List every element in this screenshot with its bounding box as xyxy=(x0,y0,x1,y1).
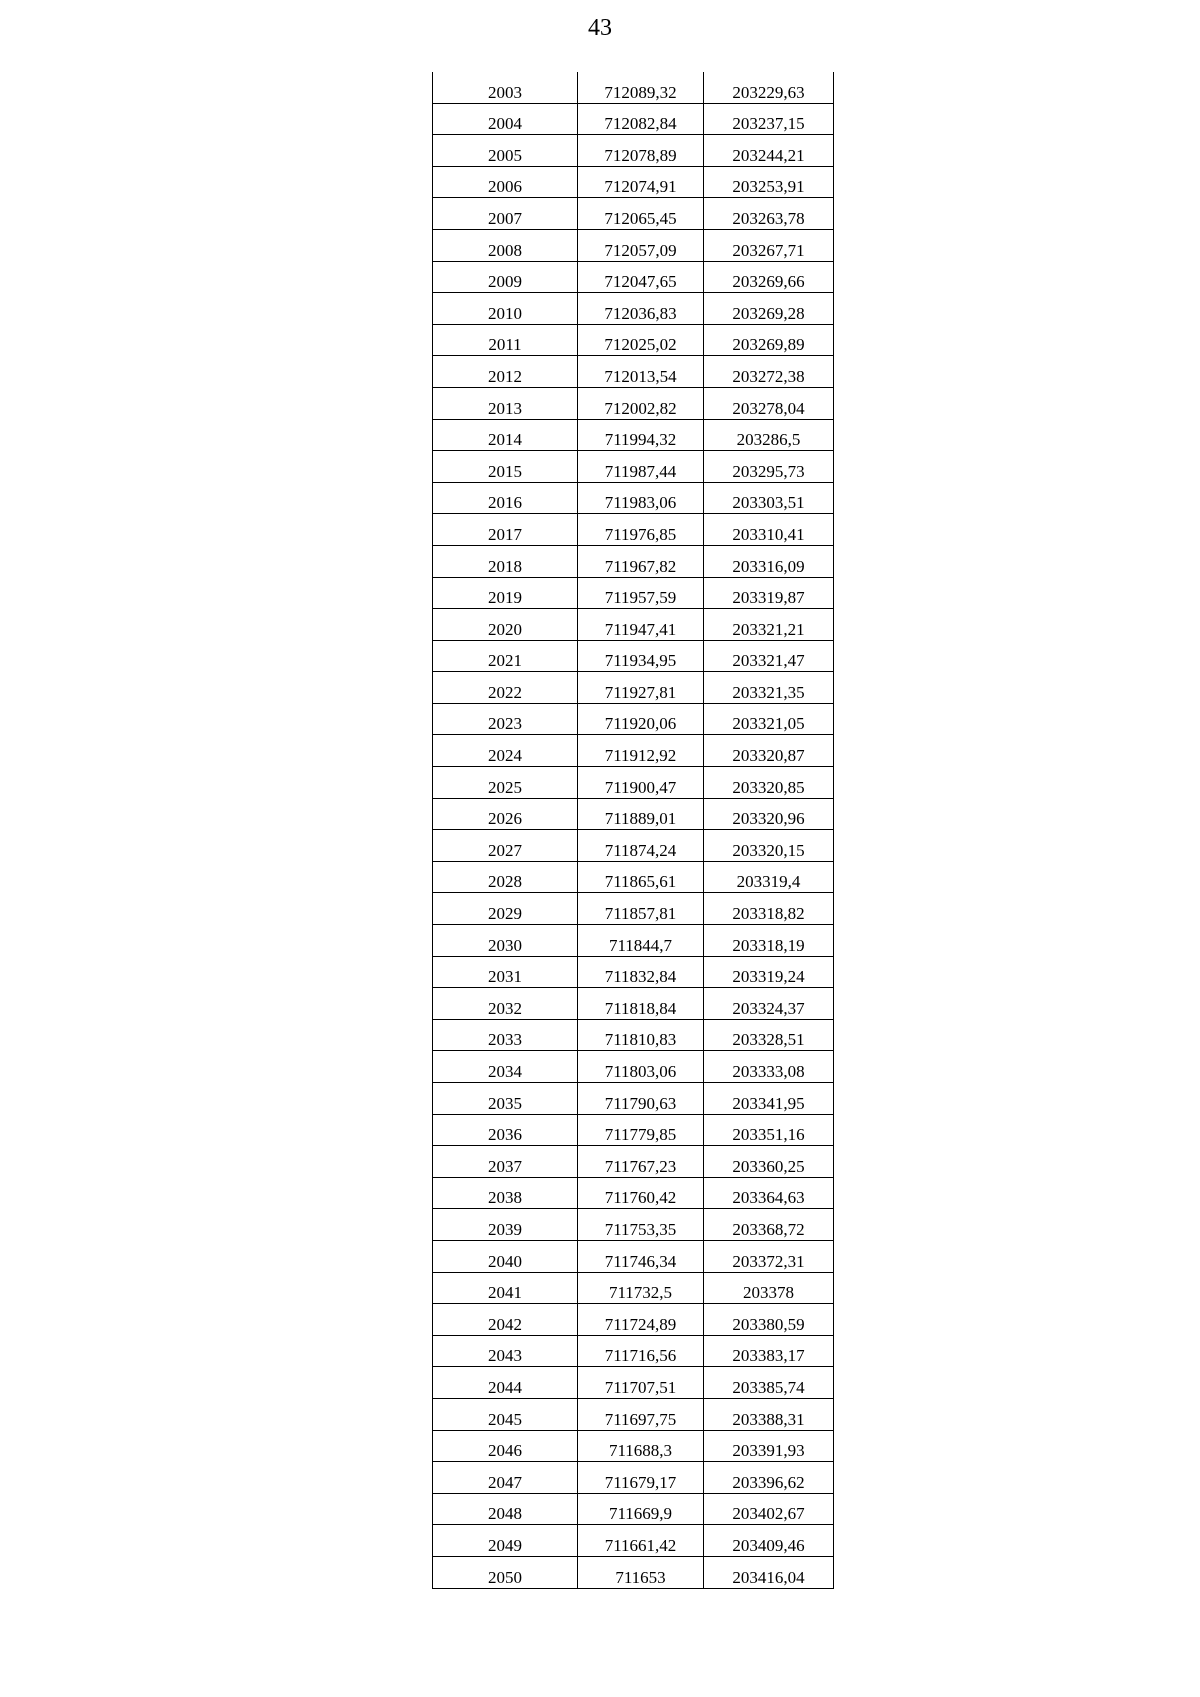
x-coordinate-cell: 711987,44 xyxy=(578,451,704,483)
y-coordinate-cell: 203341,95 xyxy=(704,1083,834,1115)
y-coordinate-cell: 203378 xyxy=(704,1272,834,1304)
y-coordinate-cell: 203383,17 xyxy=(704,1335,834,1367)
point-number-cell: 2033 xyxy=(433,1019,578,1051)
y-coordinate-cell: 203321,05 xyxy=(704,703,834,735)
point-number-cell: 2037 xyxy=(433,1146,578,1178)
point-number-cell: 2020 xyxy=(433,609,578,641)
x-coordinate-cell: 711976,85 xyxy=(578,514,704,546)
x-coordinate-cell: 712082,84 xyxy=(578,103,704,135)
x-coordinate-cell: 711779,85 xyxy=(578,1114,704,1146)
table-row xyxy=(433,293,834,325)
x-coordinate-cell: 711669,9 xyxy=(578,1493,704,1525)
point-number-cell: 2012 xyxy=(433,356,578,388)
coordinates-table xyxy=(432,72,834,1589)
x-coordinate-cell: 711679,17 xyxy=(578,1462,704,1494)
y-coordinate-cell: 203360,25 xyxy=(704,1146,834,1178)
y-coordinate-cell: 203388,31 xyxy=(704,1398,834,1430)
table-row xyxy=(433,261,834,293)
point-number-cell: 2030 xyxy=(433,925,578,957)
table-row xyxy=(433,1083,834,1115)
x-coordinate-cell: 711865,61 xyxy=(578,861,704,893)
table-row xyxy=(433,1177,834,1209)
x-coordinate-cell: 711688,3 xyxy=(578,1430,704,1462)
point-number-cell: 2041 xyxy=(433,1272,578,1304)
table-row xyxy=(433,1019,834,1051)
x-coordinate-cell: 711889,01 xyxy=(578,798,704,830)
table-row xyxy=(433,324,834,356)
point-number-cell: 2046 xyxy=(433,1430,578,1462)
x-coordinate-cell: 711716,56 xyxy=(578,1335,704,1367)
point-number-cell: 2050 xyxy=(433,1556,578,1588)
table-row xyxy=(433,1493,834,1525)
y-coordinate-cell: 203380,59 xyxy=(704,1304,834,1336)
point-number-cell: 2003 xyxy=(433,72,578,103)
point-number-cell: 2007 xyxy=(433,198,578,230)
x-coordinate-cell: 712065,45 xyxy=(578,198,704,230)
x-coordinate-cell: 711844,7 xyxy=(578,925,704,957)
y-coordinate-cell: 203278,04 xyxy=(704,387,834,419)
point-number-cell: 2035 xyxy=(433,1083,578,1115)
y-coordinate-cell: 203391,93 xyxy=(704,1430,834,1462)
x-coordinate-cell: 711767,23 xyxy=(578,1146,704,1178)
point-number-cell: 2026 xyxy=(433,798,578,830)
table-row xyxy=(433,1051,834,1083)
x-coordinate-cell: 711912,92 xyxy=(578,735,704,767)
y-coordinate-cell: 203263,78 xyxy=(704,198,834,230)
point-number-cell: 2047 xyxy=(433,1462,578,1494)
y-coordinate-cell: 203409,46 xyxy=(704,1525,834,1557)
point-number-cell: 2017 xyxy=(433,514,578,546)
x-coordinate-cell: 711934,95 xyxy=(578,640,704,672)
table-row xyxy=(433,1462,834,1494)
y-coordinate-cell: 203320,15 xyxy=(704,830,834,862)
y-coordinate-cell: 203319,4 xyxy=(704,861,834,893)
point-number-cell: 2014 xyxy=(433,419,578,451)
x-coordinate-cell: 711957,59 xyxy=(578,577,704,609)
y-coordinate-cell: 203237,15 xyxy=(704,103,834,135)
y-coordinate-cell: 203318,19 xyxy=(704,925,834,957)
table-row xyxy=(433,1525,834,1557)
y-coordinate-cell: 203310,41 xyxy=(704,514,834,546)
table-row xyxy=(433,640,834,672)
table-row xyxy=(433,482,834,514)
y-coordinate-cell: 203319,24 xyxy=(704,956,834,988)
point-number-cell: 2038 xyxy=(433,1177,578,1209)
x-coordinate-cell: 712089,32 xyxy=(578,72,704,103)
table-row xyxy=(433,1304,834,1336)
point-number-cell: 2022 xyxy=(433,672,578,704)
point-number-cell: 2013 xyxy=(433,387,578,419)
point-number-cell: 2021 xyxy=(433,640,578,672)
table-row xyxy=(433,609,834,641)
table-row xyxy=(433,735,834,767)
y-coordinate-cell: 203295,73 xyxy=(704,451,834,483)
y-coordinate-cell: 203328,51 xyxy=(704,1019,834,1051)
table-row xyxy=(433,166,834,198)
x-coordinate-cell: 711874,24 xyxy=(578,830,704,862)
x-coordinate-cell: 711832,84 xyxy=(578,956,704,988)
y-coordinate-cell: 203253,91 xyxy=(704,166,834,198)
x-coordinate-cell: 711920,06 xyxy=(578,703,704,735)
table-row xyxy=(433,925,834,957)
table-row xyxy=(433,988,834,1020)
table-row xyxy=(433,893,834,925)
point-number-cell: 2010 xyxy=(433,293,578,325)
y-coordinate-cell: 203269,28 xyxy=(704,293,834,325)
table-row xyxy=(433,387,834,419)
y-coordinate-cell: 203321,35 xyxy=(704,672,834,704)
table-row xyxy=(433,1146,834,1178)
y-coordinate-cell: 203316,09 xyxy=(704,545,834,577)
table-row xyxy=(433,1240,834,1272)
y-coordinate-cell: 203320,87 xyxy=(704,735,834,767)
point-number-cell: 2005 xyxy=(433,135,578,167)
coordinates-table-body xyxy=(433,72,834,1588)
y-coordinate-cell: 203402,67 xyxy=(704,1493,834,1525)
x-coordinate-cell: 712047,65 xyxy=(578,261,704,293)
table-row xyxy=(433,1335,834,1367)
point-number-cell: 2016 xyxy=(433,482,578,514)
x-coordinate-cell: 711732,5 xyxy=(578,1272,704,1304)
point-number-cell: 2029 xyxy=(433,893,578,925)
point-number-cell: 2027 xyxy=(433,830,578,862)
y-coordinate-cell: 203320,96 xyxy=(704,798,834,830)
point-number-cell: 2028 xyxy=(433,861,578,893)
table-row xyxy=(433,703,834,735)
point-number-cell: 2018 xyxy=(433,545,578,577)
x-coordinate-cell: 711947,41 xyxy=(578,609,704,641)
table-row xyxy=(433,672,834,704)
y-coordinate-cell: 203351,16 xyxy=(704,1114,834,1146)
y-coordinate-cell: 203320,85 xyxy=(704,767,834,799)
x-coordinate-cell: 711994,32 xyxy=(578,419,704,451)
y-coordinate-cell: 203324,37 xyxy=(704,988,834,1020)
point-number-cell: 2023 xyxy=(433,703,578,735)
x-coordinate-cell: 712078,89 xyxy=(578,135,704,167)
x-coordinate-cell: 711790,63 xyxy=(578,1083,704,1115)
x-coordinate-cell: 712057,09 xyxy=(578,229,704,261)
x-coordinate-cell: 711927,81 xyxy=(578,672,704,704)
point-number-cell: 2042 xyxy=(433,1304,578,1336)
point-number-cell: 2039 xyxy=(433,1209,578,1241)
point-number-cell: 2040 xyxy=(433,1240,578,1272)
y-coordinate-cell: 203267,71 xyxy=(704,229,834,261)
point-number-cell: 2034 xyxy=(433,1051,578,1083)
y-coordinate-cell: 203416,04 xyxy=(704,1556,834,1588)
point-number-cell: 2048 xyxy=(433,1493,578,1525)
table-row xyxy=(433,451,834,483)
x-coordinate-cell: 711900,47 xyxy=(578,767,704,799)
x-coordinate-cell: 712002,82 xyxy=(578,387,704,419)
table-row xyxy=(433,1114,834,1146)
y-coordinate-cell: 203396,62 xyxy=(704,1462,834,1494)
point-number-cell: 2031 xyxy=(433,956,578,988)
x-coordinate-cell: 712025,02 xyxy=(578,324,704,356)
point-number-cell: 2019 xyxy=(433,577,578,609)
y-coordinate-cell: 203269,66 xyxy=(704,261,834,293)
point-number-cell: 2036 xyxy=(433,1114,578,1146)
y-coordinate-cell: 203272,38 xyxy=(704,356,834,388)
point-number-cell: 2045 xyxy=(433,1398,578,1430)
y-coordinate-cell: 203321,21 xyxy=(704,609,834,641)
table-row xyxy=(433,198,834,230)
x-coordinate-cell: 711697,75 xyxy=(578,1398,704,1430)
table-row xyxy=(433,767,834,799)
table-row xyxy=(433,135,834,167)
x-coordinate-cell: 711967,82 xyxy=(578,545,704,577)
x-coordinate-cell: 711753,35 xyxy=(578,1209,704,1241)
x-coordinate-cell: 711818,84 xyxy=(578,988,704,1020)
table-row xyxy=(433,1209,834,1241)
point-number-cell: 2008 xyxy=(433,229,578,261)
y-coordinate-cell: 203319,87 xyxy=(704,577,834,609)
y-coordinate-cell: 203368,72 xyxy=(704,1209,834,1241)
table-row xyxy=(433,103,834,135)
x-coordinate-cell: 712036,83 xyxy=(578,293,704,325)
y-coordinate-cell: 203244,21 xyxy=(704,135,834,167)
point-number-cell: 2006 xyxy=(433,166,578,198)
table-row xyxy=(433,1556,834,1588)
x-coordinate-cell: 711746,34 xyxy=(578,1240,704,1272)
table-row xyxy=(433,956,834,988)
table-row xyxy=(433,514,834,546)
point-number-cell: 2009 xyxy=(433,261,578,293)
y-coordinate-cell: 203364,63 xyxy=(704,1177,834,1209)
point-number-cell: 2015 xyxy=(433,451,578,483)
table-row xyxy=(433,861,834,893)
y-coordinate-cell: 203372,31 xyxy=(704,1240,834,1272)
y-coordinate-cell: 203333,08 xyxy=(704,1051,834,1083)
table-row xyxy=(433,830,834,862)
y-coordinate-cell: 203269,89 xyxy=(704,324,834,356)
point-number-cell: 2049 xyxy=(433,1525,578,1557)
x-coordinate-cell: 712013,54 xyxy=(578,356,704,388)
x-coordinate-cell: 711810,83 xyxy=(578,1019,704,1051)
point-number-cell: 2011 xyxy=(433,324,578,356)
table-row xyxy=(433,1430,834,1462)
table-row xyxy=(433,1398,834,1430)
y-coordinate-cell: 203286,5 xyxy=(704,419,834,451)
point-number-cell: 2032 xyxy=(433,988,578,1020)
point-number-cell: 2004 xyxy=(433,103,578,135)
x-coordinate-cell: 711803,06 xyxy=(578,1051,704,1083)
x-coordinate-cell: 711857,81 xyxy=(578,893,704,925)
table-row xyxy=(433,1272,834,1304)
point-number-cell: 2044 xyxy=(433,1367,578,1399)
page-number: 43 xyxy=(588,15,612,41)
x-coordinate-cell: 711707,51 xyxy=(578,1367,704,1399)
y-coordinate-cell: 203321,47 xyxy=(704,640,834,672)
table-row xyxy=(433,72,834,103)
y-coordinate-cell: 203303,51 xyxy=(704,482,834,514)
table-row xyxy=(433,577,834,609)
table-row xyxy=(433,419,834,451)
table-row xyxy=(433,229,834,261)
y-coordinate-cell: 203385,74 xyxy=(704,1367,834,1399)
y-coordinate-cell: 203318,82 xyxy=(704,893,834,925)
point-number-cell: 2043 xyxy=(433,1335,578,1367)
x-coordinate-cell: 711661,42 xyxy=(578,1525,704,1557)
x-coordinate-cell: 711983,06 xyxy=(578,482,704,514)
x-coordinate-cell: 711760,42 xyxy=(578,1177,704,1209)
x-coordinate-cell: 712074,91 xyxy=(578,166,704,198)
table-row xyxy=(433,545,834,577)
point-number-cell: 2025 xyxy=(433,767,578,799)
x-coordinate-cell: 711653 xyxy=(578,1556,704,1588)
table-row xyxy=(433,1367,834,1399)
y-coordinate-cell: 203229,63 xyxy=(704,72,834,103)
point-number-cell: 2024 xyxy=(433,735,578,767)
table-row xyxy=(433,356,834,388)
table-row xyxy=(433,798,834,830)
x-coordinate-cell: 711724,89 xyxy=(578,1304,704,1336)
